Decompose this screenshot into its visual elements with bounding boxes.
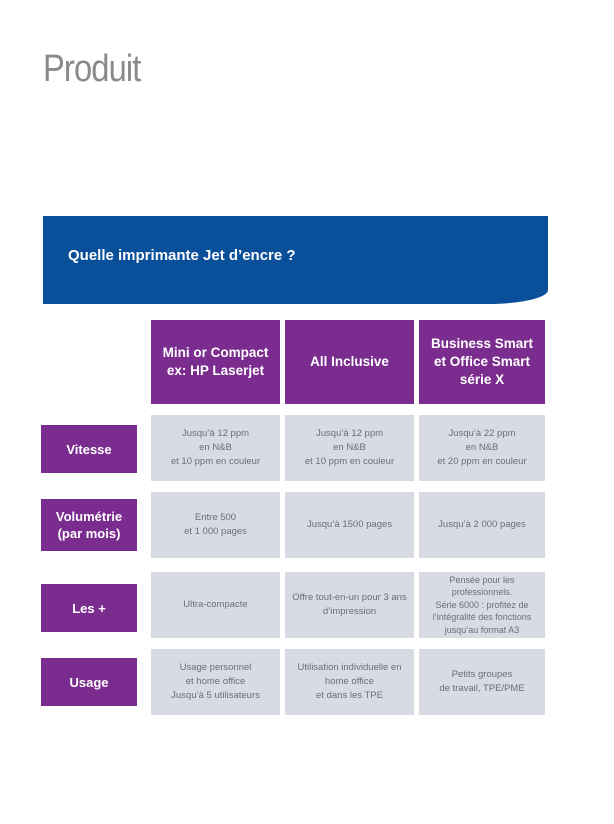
table-cell: Offre tout-en-un pour 3 ans d’impression [285, 572, 414, 638]
table-cell: Jusqu’à 12 ppm en N&B et 10 ppm en couleur [151, 415, 280, 481]
table-cell: Usage personnel et home office Jusqu’à 5 utilisateurs [151, 649, 280, 715]
section-banner [43, 216, 548, 304]
table-cell: Jusqu’à 2 000 pages [419, 492, 545, 558]
row-label-vitesse: Vitesse [41, 425, 137, 473]
table-cell: Utilisation individuelle en home office et dans les TPE [285, 649, 414, 715]
table-cell: Jusqu’à 12 ppm en N&B et 10 ppm en couleur [285, 415, 414, 481]
banner-title: Quelle imprimante Jet d’encre ? [68, 247, 296, 264]
table-cell: Petits groupes de travail, TPE/PME [419, 649, 545, 715]
table-cell: Ultra-compacte [151, 572, 280, 638]
column-header-business-smart: Business Smart et Office Smart série X [419, 320, 545, 404]
table-cell: Jusqu’à 22 ppm en N&B et 20 ppm en couleur [419, 415, 545, 481]
column-header-mini-compact: Mini or Compact ex: HP Laserjet [151, 320, 280, 404]
row-label-les-plus: Les + [41, 584, 137, 632]
table-cell: Pensée pour les professionnels. Série 6000 : profitez de l’intégralité des fonctions jusqu’au format A3 [419, 572, 545, 638]
table-cell: Jusqu’à 1500 pages [285, 492, 414, 558]
column-header-all-inclusive: All Inclusive [285, 320, 414, 404]
page-title: Produit [43, 48, 141, 90]
row-label-volumetrie: Volumétrie (par mois) [41, 499, 137, 551]
row-label-usage: Usage [41, 658, 137, 706]
table-cell: Entre 500 et 1 000 pages [151, 492, 280, 558]
